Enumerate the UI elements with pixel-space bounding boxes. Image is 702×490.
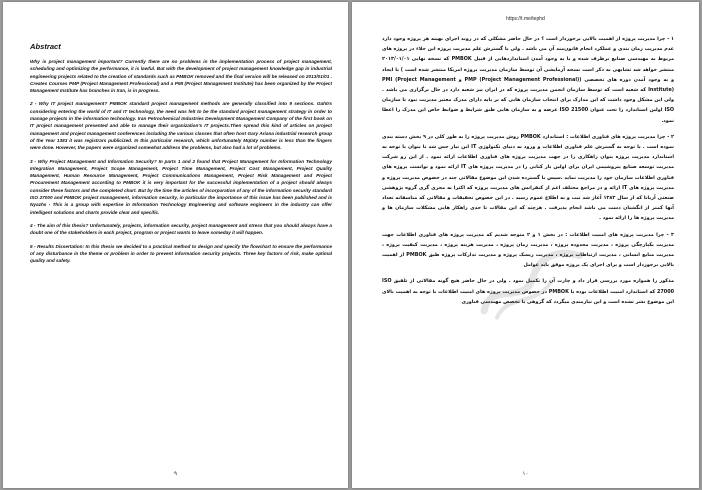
left-page xyxy=(3,2,348,488)
persian-paragraph-4: مذکور را همواره مورد بررسی قرار داد و چارت آن را تکمیل نمود . ولی در حال حاضر هیچ گونه مقالاتی از تلفیق ISO 27000 که استاندارد امنیت اطلاعات بوده با PMBOK در خصوص مدیریت پروژه های امنیت اطلاعات با توجه به اهمیت بالای این موضوع نشر نشده است و این نیازمندی میگردد که گروهی با تخصص مهندسی فناوری xyxy=(382,278,674,305)
abstract-paragraph-5: 5 - Results Dissertation: In this thesis we decided to a practical method to design and specify the flowchart to ensure the performance of any disturbance in the theme or problem in order to prevent information security projects. Three key factors of risk, make optimal quality and safety. xyxy=(30,243,332,264)
header-url[interactable]: https://t.me/tephd xyxy=(506,16,545,22)
persian-paragraph-3: ۳ - چرا مدیریت پروژه های امنیت اطلاعات : در بخش ۱ و ۲ متوجه شدیم که مدیریت پروژه های فناوری اطلاعات جهت مدیریت یکپارچگی پروژه ، مدیریت محدوده پروژه ، مدیریت زمان پروژه ، مدیریت هزینه پروژه ، مدیریت کیفیت پروژه ، مدیریت منابع انسانی ، مدیریت ارتباطات پروژه ، مدیریت ریسک پروژه و مدیریت تدارکات پروژه طبق PMBOK از اهمیت بالایی برخوردار است و برای اجرای یک پروژه موفق باید عوامل xyxy=(382,231,675,269)
abstract-paragraph-3: 3 - Why Project Management and Information Security? In parts 1 and 2 found that Project Management for Information Technology Integration Management, Project Scope Management, Project Time Management, Project Cost Management, Project Quality Management, Human Resource Management, Project Communications Management, Project Risk Management and Project Procurement Management according to PMBOK it is very important for the successful implementation of a project should always consider these factors and the completed chart. But by the time the articles of incorporation of any of the information security standard ISO 27000 and PMBOK project management, information security, in particular the importance of this issue has been published and is Nyazhs - This is a group with expertise in Information Technology Engineering and software engineers in the industry can offer intelligent solutions and charts provide clear and specific. xyxy=(30,158,332,215)
abstract-title: Abstract xyxy=(30,42,61,51)
abstract-paragraph-4: 4 - The aim of this thesis? Unfortunately, projects, information security, project management and stress that you should always have a doubt one of the stakeholders in each project, program or project wants to leave someday it will happen. xyxy=(30,222,332,236)
right-page-number: ۱۰ xyxy=(522,471,529,477)
abstract-paragraph-2: 2 - Why IT project management? PMBOK standard project management methods are generally classified into 9 sections. Gahtrs considering entering the world of IT and IT technology, the need was felt to be the standard project management strategy in order to manage projects in the information technology. Iran Petrochemical Industries Development Management Company of the first book on IT project management presented and able to manage their organization's IT projects.Then spread this kind of articles on project management and project management conferences including the various classes that often host Gary Ariana industrial research group of the Year 1383 it was registrars publicized. In this particular research, which unfortunately Mqlaty number is less than the fingers were done. However, the papers were organized somewhat address the problems, but also had a lot of problems. xyxy=(30,101,332,151)
left-page-number: ۹ xyxy=(174,471,177,477)
persian-paragraph-1: ۱ - چرا مدیریت پروژه از اهمیت بالایی برخوردار است ؟ در حال حاضر مشکلی که در روند اجرای بهینه هر پروژه وجود دارد عدم مدیریت زمان بندی و عملکرد انجام قانون‌مند آن می باشد . ولی با گسترش علم مدیریت پروژه این خلاء در پروژه های مربوط به مهندسی صنایع برطرف شده و با به وجود آمدن استانداردهایی از قبیل PMBOK که نسخه نهایی ۲۰۱۳/۰۱/۰۱ منتشر خواهد شد تشابهی به ذکر است نسخه آزمایشی آن توسط سازمان مدیریت پروژه امریکا منتشر شده است ) با ایجاد و به وجود آمدن دوره های تخصصی (PMP (Project Management Professional) و PMI (Project Management Institute) که شعبه است که توسط سازمان انجمن مدیریت پروژه که در ایران نیز شعبه دارد در حال برگزاری می باشد . ولی این مشکل وجود داشت که این مدارک برای انتخاب سازمان هایی که بر پایه دارای مدرک معتبر مدیریت نبود تا سازمان ISO اولین استاندارد را تحت عنوان ISO 21500 عرضه و به سازمان هایی طبق شرایط و ضوابط خاص این مدرک را اعطا نمود. xyxy=(382,36,674,124)
left-page-content xyxy=(30,42,332,270)
right-page xyxy=(352,2,699,488)
persian-paragraph-2: ۲ - چرا مدیریت پروژه های فناوری اطلاعات : استاندارد PMBOK روش مدیریت پروژه را به طور کلی در ۹ بخش دسته بندی نموده است . با توجه به گسترش علم فناوری اطلاعات و ورود به دنیای تکنولوژی IT این نیاز حس شد تا بتوان با توجه به استاندارد مدیریت پروژه بتوان راهکاری را در جهت مدیریت پروژه های فناوری اطلاعات ارائه نمود . از این رو شرکت مدیریت توسعه صنایع پتروشیمی ایران برای اولین بار کتابی را در مدیریت پروژه های IT ارائه نمود و توانست پروژه های فناوری اطلاعات سازمان خود را مدیریت نماید .سپس با گسترده شدن این موضوع مقالاتی چند در خصوص مدیریت پروژه و مدیریت پروژه های IT ارائه و در مراجع مختلف اعم از کنفرانس های مدیریت پروژه که اکثرا به مجری گری گروه پژوهشی صنعتی آریانا که از سال ۱۳۸۳ آغاز شد ثبت و به اطلاع عموم رسید . در این خصوص تحقیقات و مقالاتی که متاسفانه تعداد آنها کمتر از انگشتان دست می باشد انجام پذیرفت . هرچند که این مقالات تا حدی راهکار هایی مشکلات سازمان ها و مدیریت پروژه ها را ارائه نمود . xyxy=(382,133,675,222)
abstract-paragraph-1: Why is project management important? Currently there are no problems in the implementation process of project management, scheduling and optimizing the performance, it is lawful. But with the development of project management knowledge gap in industrial engineering projects related to the creation of standards such as PMBOK removed and the final version will be released on 2013/01/01 . Creates Courses PMP (Project Management Professional) and a PMI (Project Management Institute) has been organized by the Project Management Institute has branches in Iran, is in progress. xyxy=(30,59,332,94)
